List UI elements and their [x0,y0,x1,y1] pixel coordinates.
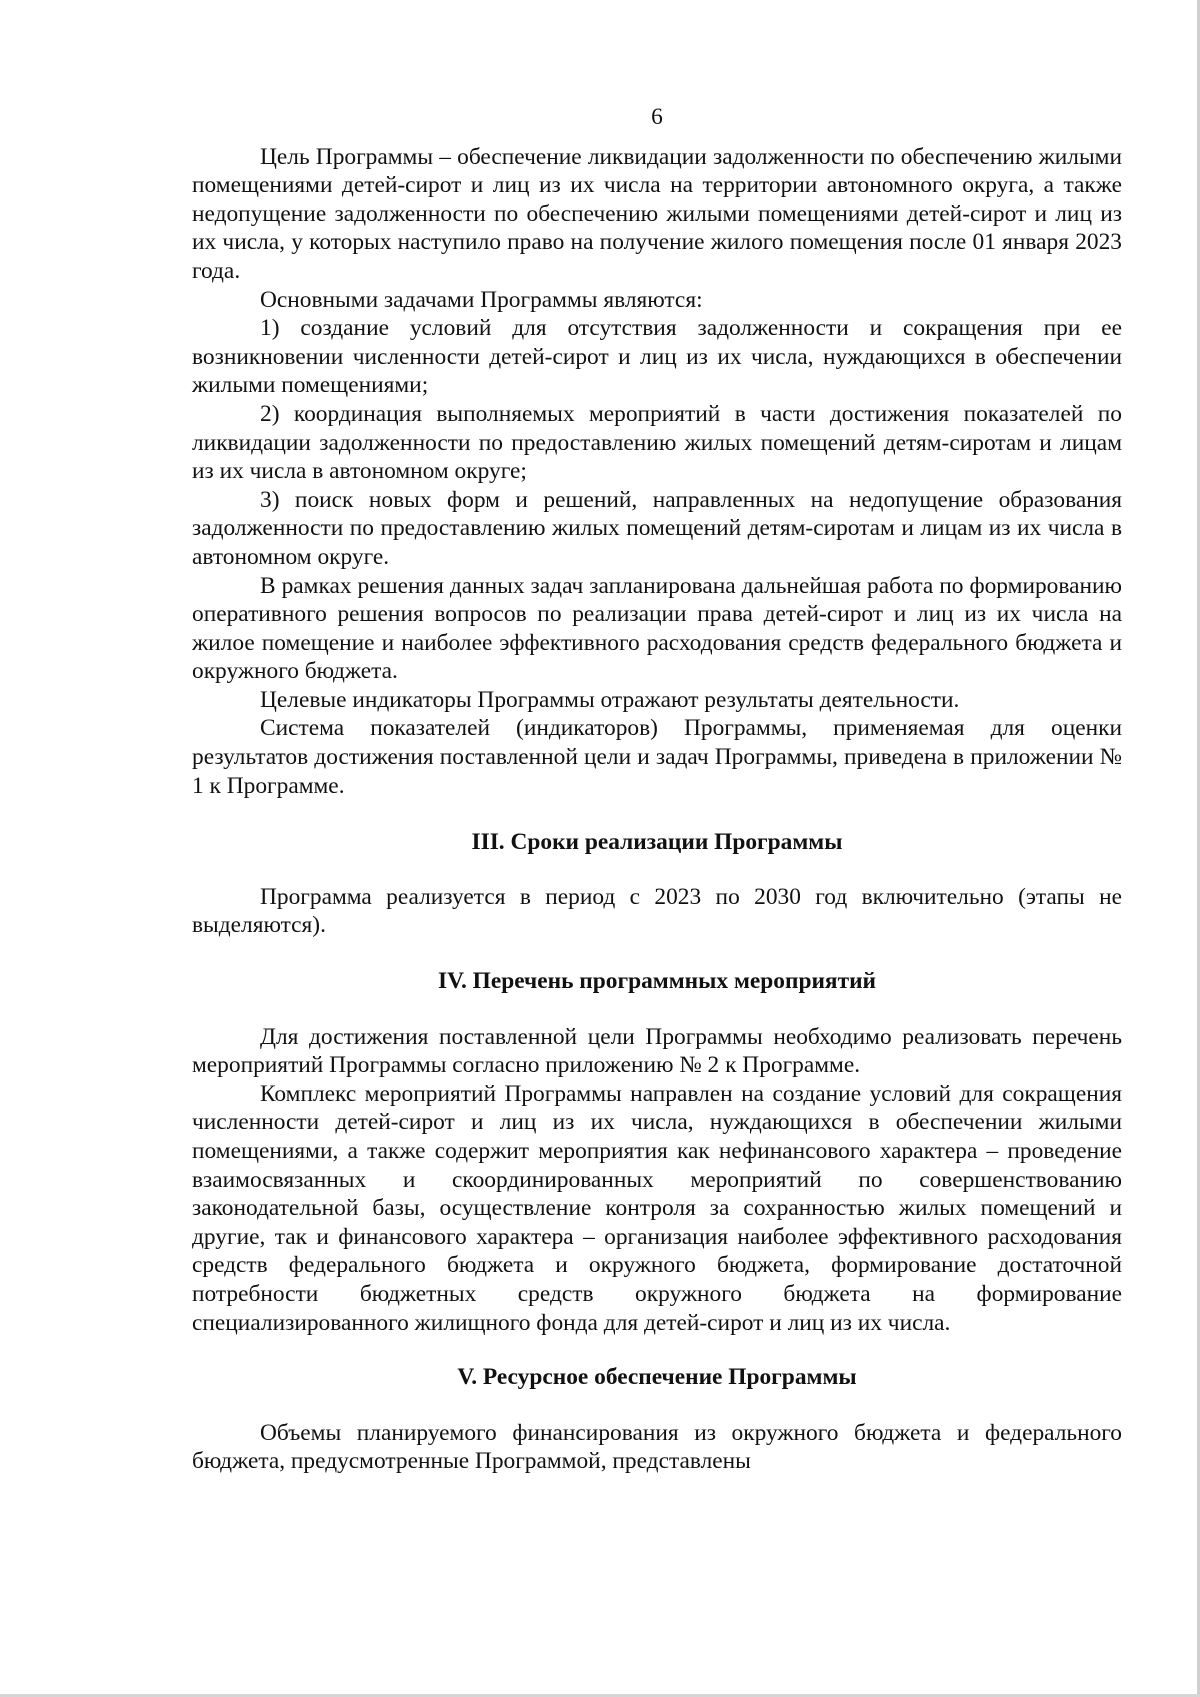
section-5-paragraph: Объемы планируемого финансирования из окружного бюджета и федерального бюджета, предусмотренные Программой, представлены [192,1419,1122,1475]
task-item-3: 3) поиск новых форм и решений, направленных на недопущение образования задолженности по предоставлению жилых помещений детям-сиротам и лицам из их числа в автономном округе. [192,486,1122,570]
indicators-paragraph: Целевые индикаторы Программы отражают результаты деятельности. [260,686,960,713]
page-number: 6 [651,104,663,130]
tasks-intro-paragraph: Основными задачами Программы являются: [260,286,703,313]
section-3-paragraph: Программа реализуется в период с 2023 по 2030 год включительно (этапы не выделяются). [192,883,1122,939]
goal-paragraph: Цель Программы – обеспечение ликвидации задолженности по обеспечению жилыми помещениями детей-сирот и лиц из их числа на территории автономного округа, а также недопущение задолженности по обеспечению жилыми помещениями детей-сирот и лиц из их числа, у которых наступило право на получение жилого помещения после 01 января 2023 года. [192,143,1122,284]
task-item-1: 1) создание условий для отсутствия задолженности и сокращения при ее возникновении численности детей-сирот и лиц из их числа, нуждающихся в обеспечении жилыми помещениями; [192,315,1122,399]
section-4-paragraph-1: Для достижения поставленной цели Программы необходимо реализовать перечень мероприятий Программы согласно приложению № 2 к Программе. [192,1023,1122,1079]
section-3-heading: III. Сроки реализации Программы [471,829,843,856]
indicator-system-paragraph: Система показателей (индикаторов) Программы, применяемая для оценки результатов достижения поставленной цели и задач Программы, приведена в приложении № 1 к Программе. [192,715,1122,799]
planned-work-paragraph: В рамках решения данных задач запланирована дальнейшая работа по формированию оперативного решения вопросов по реализации права детей-сирот и лиц из их числа на жилое помещение и наиболее эффективного расходования средств федерального бюджета и окружного бюджета. [192,572,1122,685]
task-item-2: 2) координация выполняемых мероприятий в части достижения показателей по ликвидации задолженности по предоставлению жилых помещений детям-сиротам и лицам из их числа в автономном округе; [192,400,1122,485]
section-4-paragraph-2: Комплекс мероприятий Программы направлен на создание условий для сокращения численности детей-сирот и лиц из их числа, нуждающихся в обеспечении жилыми помещениями, а также содержит мероприятия как нефинансового характера – проведение взаимосвязанных и скоординированных мероприятий по совершенствованию законодательной базы, осуществление контроля за сохранностью жилых помещений и другие, так и финансового характера – организация наиболее эффективного расходования средств федерального бюджета и окружного бюджета, формирование достаточной потребности бюджетных средств окружного бюджета на формирование специализированного жилищного фонда для детей-сирот и лиц из их числа. [192,1080,1122,1336]
section-4-heading: IV. Перечень программных мероприятий [437,968,877,995]
section-5-heading: V. Ресурсное обеспечение Программы [457,1364,857,1391]
